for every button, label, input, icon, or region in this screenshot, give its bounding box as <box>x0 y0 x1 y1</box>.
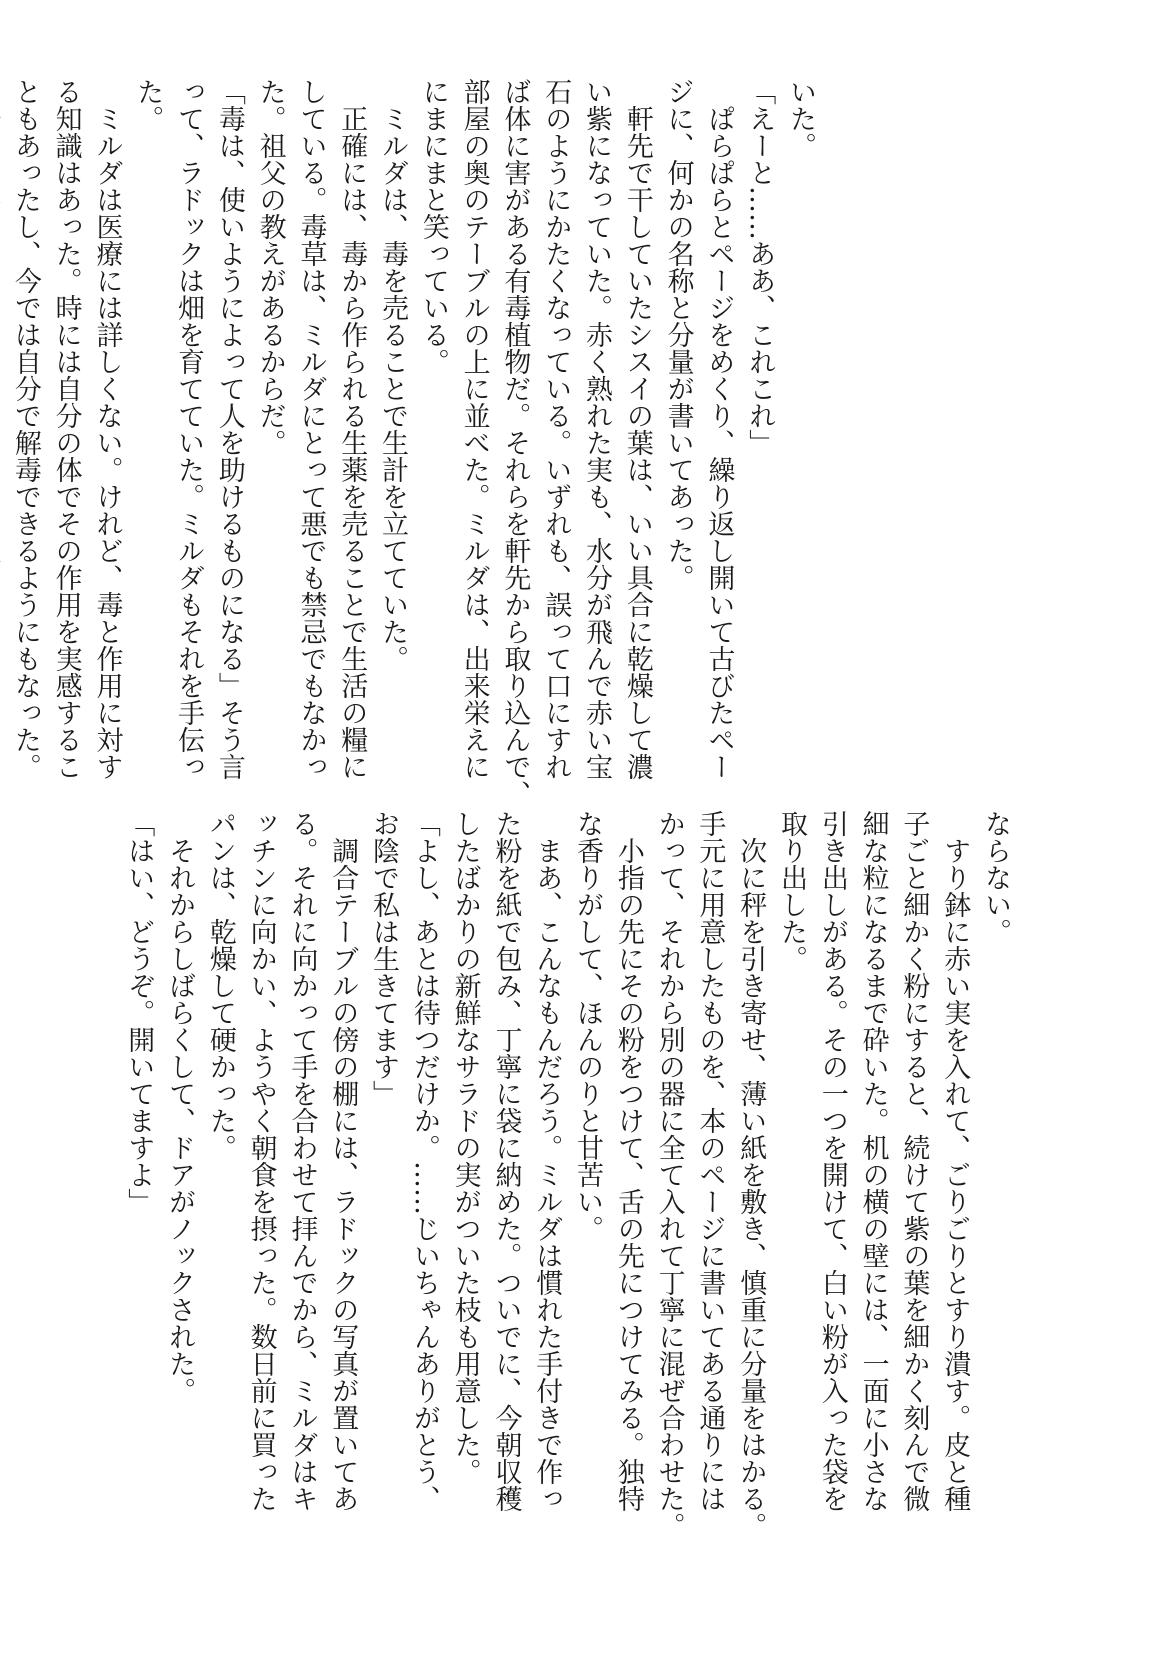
text-line: まあ、こんなもんだろう。ミルダは慣れた手付きで作っ <box>531 810 563 1512</box>
text-line: た。 <box>132 78 164 132</box>
text-line: それからしばらくして、ドアがノックされた。 <box>164 810 196 1404</box>
text-line: 細な粒になるまで砕いた。机の横の壁には、一面に小さな <box>857 810 889 1512</box>
text-line: お陰で私は生きてます」 <box>368 810 400 1107</box>
text-line: 次に秤を引き寄せ、薄い紙を敷き、慎重に分量をはかる。 <box>735 810 767 1539</box>
text-line: 軒先で干していたシスイの葉は、いい具合に乾燥して濃 <box>621 78 653 780</box>
text-line: 取り出した。 <box>776 810 808 972</box>
text-line: 「はい、どうぞ。開いてますよ」 <box>123 810 155 1215</box>
lower-text-block <box>110 810 1015 1539</box>
text-line: ミルダは医療には詳しくない。けれど、毒と作用に対す <box>91 78 123 780</box>
text-line: た粉を紙で包み、丁寧に袋に納めた。ついでに、今朝収穫 <box>490 810 522 1512</box>
text-line <box>0 78 4 778</box>
text-line: ば体に害がある有毒植物だ。それらを軒先から取り込んで、 <box>499 78 531 807</box>
text-line: している。毒草は、ミルダにとって悪でも禁忌でもなかっ <box>295 78 327 780</box>
text-line: ともあったし、今では自分で解毒できるようにもなった。 <box>9 78 41 780</box>
text-line: 子ごと細かく粉にすると、続けて紫の葉を細かく刻んで微 <box>898 810 930 1512</box>
text-line: 石のようにかたくなっている。いずれも、誤って口にすれ <box>540 78 572 780</box>
text-line: 「えーと……ああ、これこれ」 <box>744 78 776 456</box>
text-line: ぱらぱらとページをめくり、繰り返し開いて古びたペー <box>703 78 735 780</box>
text-line: ジに、何かの名称と分量が書いてあった。 <box>662 78 694 591</box>
text-line: って、ラドックは畑を育てていた。ミルダもそれを手伝っ <box>173 78 205 780</box>
text-line: 部屋の奥のテーブルの上に並べた。ミルダは、出来栄えに <box>458 78 490 780</box>
text-line: すり鉢に赤い実を入れて、ごりごりとすり潰す。皮と種 <box>939 810 971 1512</box>
text-line: い紫になっていた。赤く熟れた実も、水分が飛んで赤い宝 <box>581 78 613 780</box>
text-line: 正確には、毒から作られる生薬を売ることで生活の糧に <box>336 78 368 780</box>
text-line: いた。 <box>785 78 816 159</box>
text-line: ッチンに向かい、ようやく朝食を摂った。数日前に買った <box>245 810 277 1512</box>
text-line: ミルダは、毒を売ることで生計を立てていた。 <box>377 78 409 672</box>
text-line: る。それに向かって手を合わせて拝んでから、ミルダはキ <box>286 810 318 1512</box>
text-line: 手元に用意したものを、本のページに書いてある通りには <box>694 810 726 1512</box>
text-line: た。祖父の教えがあるからだ。 <box>254 78 286 456</box>
text-line: ならない。 <box>980 810 1011 945</box>
text-line: したばかりの新鮮なサラドの実がついた枝も用意した。 <box>449 810 481 1485</box>
text-line: る知識はあった。時には自分の体でその作用を実感するこ <box>50 78 82 780</box>
text-line: 「よし、あとは待つだけか。……じいちゃんありがとう、 <box>408 810 440 1512</box>
text-line: 調合テーブルの傍の棚には、ラドックの写真が置いてあ <box>327 810 359 1512</box>
text-line: パンは、乾燥して硬かった。 <box>204 810 236 1161</box>
text-line: かって、それから別の器に全て入れて丁寧に混ぜ合わせた。 <box>653 810 685 1539</box>
text-line: 引き出しがある。その一つを開けて、白い粉が入った袋を <box>816 810 848 1512</box>
text-line: にまにまと笑っている。 <box>417 78 449 375</box>
text-line: 小指の先にその粉をつけて、舌の先につけてみる。独特 <box>612 810 644 1512</box>
text-line: 「毒は、使いようによって人を助けるものになる」そう言 <box>213 78 245 780</box>
upper-text-block <box>9 78 820 807</box>
text-line: な香りがして、ほんのりと甘苦い。 <box>572 810 604 1242</box>
